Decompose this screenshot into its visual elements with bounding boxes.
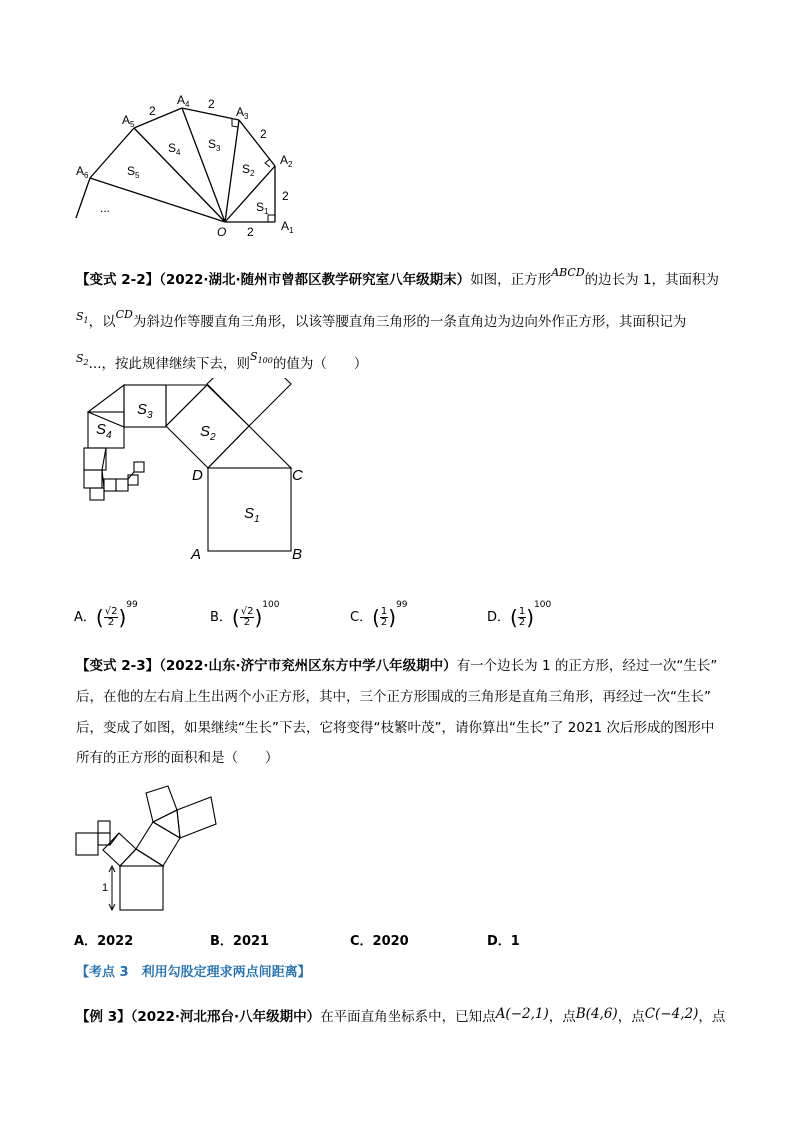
- label-two-5: 2: [149, 104, 156, 118]
- label-a1: $A_1$: [281, 219, 294, 235]
- q23-line2: 后，在他的左右肩上生出两个小正方形，其中，三个正方形围成的三角形是直角三角形，再经过一次“生长”: [76, 689, 711, 705]
- label-dots: ...: [100, 201, 111, 215]
- ex3-tag: 【例 3】: [76, 1009, 131, 1025]
- point-a: A(−2,1): [495, 1006, 549, 1022]
- label-s2: $S_2$: [200, 423, 216, 443]
- label-s1: $S_1$: [256, 200, 269, 216]
- ex3-source: （2022·河北邢台·八年级期中）: [130, 1009, 321, 1025]
- q22-source: （2022·湖北·随州市曾都区教学研究室八年级期末）: [159, 272, 471, 288]
- q22-tag: 【变式 2-2】: [76, 272, 160, 288]
- q22-option-b[interactable]: B．( $\frac{√2}{2})^{100}$: [210, 600, 280, 630]
- q23-option-d[interactable]: D．1: [487, 934, 520, 949]
- q23-source: （2022·山东·济宁市兖州区东方中学八年级期中）: [159, 658, 457, 674]
- label-a4: $A_4$: [177, 93, 190, 109]
- label-two-1: 2: [247, 225, 254, 239]
- q22-line2: $^{S_1}$，以$^{CD}$为斜边作等腰直角三角形，以该等腰直角三角形的一条直角边为边向外作正方形，其面积记为: [76, 308, 687, 330]
- q23-tag: 【变式 2-3】: [76, 658, 160, 674]
- label-s4: $S_4$: [168, 141, 181, 157]
- label-s5: $S_5$: [127, 164, 140, 180]
- label-s3: $S_3$: [208, 137, 221, 153]
- q22-option-a[interactable]: A．( $\frac{√2}{2})^{99}$: [74, 600, 138, 630]
- label-a5: $A_5$: [122, 113, 135, 129]
- label-a2: $A_2$: [280, 153, 293, 169]
- q23-option-c[interactable]: C．2020: [350, 934, 409, 949]
- label-two-2: 2: [282, 189, 289, 203]
- label-a3: $A_3$: [236, 105, 249, 121]
- spiral-triangles-figure: [66, 92, 296, 242]
- q23-line1: 【变式 2-3】（2022·山东·济宁市兖州区东方中学八年级期中）有一个边长为 1 的正方形，经过一次“生长”: [76, 658, 718, 674]
- label-two-4: 2: [208, 97, 215, 111]
- ex3-line1: 【例 3】（2022·河北邢台·八年级期中）在平面直角坐标系中，已知点A(−2,1)，点B(4,6)，点C(−4,2)，点: [76, 1006, 726, 1025]
- label-c: C: [292, 467, 303, 484]
- q22-line3: $^{S_2}$...，按此规律继续下去，则$^{S_{100}}$的值为（ ）: [76, 350, 368, 372]
- q23-line3: 后，变成了如图，如果继续“生长”下去，它将变得“枝繁叶茂”，请你算出“生长”了 2021 次后形成的图形中: [76, 720, 715, 736]
- label-two-3: 2: [260, 127, 267, 141]
- section-heading: 【考点 3 利用勾股定理求两点间距离】: [76, 965, 311, 980]
- label-a: A: [191, 546, 202, 563]
- q22-option-c[interactable]: C．( $\frac{1}{2})^{99}$: [350, 600, 408, 630]
- label-s4: $S_4$: [96, 421, 112, 441]
- square-spiral-figure: [66, 378, 326, 568]
- label-d: D: [192, 467, 203, 484]
- growing-squares-figure: [70, 780, 230, 920]
- label-s1: $S_1$: [244, 505, 260, 525]
- q22-line1: 【变式 2-2】（2022·湖北·随州市曾都区教学研究室八年级期末）如图，正方形$^{ABCD}$的边长为 1，其面积为: [76, 266, 720, 288]
- label-s2: $S_2$: [242, 162, 255, 178]
- q23-line4: 所有的正方形的面积和是（ ）: [76, 750, 279, 766]
- q22-abcd: ABCD: [551, 266, 585, 279]
- q23-option-a[interactable]: A．2022: [74, 934, 134, 949]
- label-b: B: [292, 546, 303, 563]
- point-c: C(−4,2): [644, 1006, 699, 1022]
- label-a6: $A_6$: [76, 164, 89, 180]
- q23-option-b[interactable]: B．2021: [210, 934, 270, 949]
- label-s3: $S_3$: [137, 401, 153, 421]
- point-b: B(4,6): [575, 1006, 618, 1022]
- q22-option-d[interactable]: D．( $\frac{1}{2})^{100}$: [487, 600, 552, 630]
- label-o: O: [217, 225, 227, 239]
- q22-cd: CD: [115, 308, 133, 321]
- label-one: 1: [102, 882, 109, 894]
